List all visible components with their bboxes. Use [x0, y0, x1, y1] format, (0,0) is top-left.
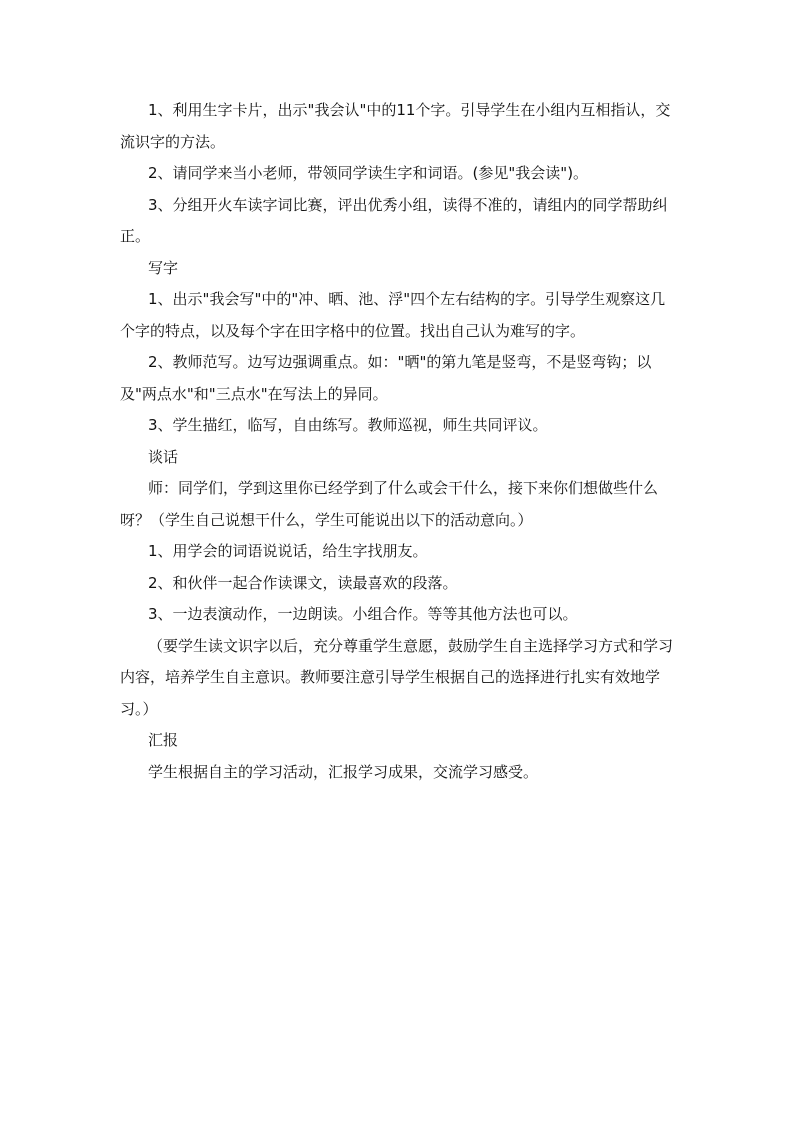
paragraph-activity-1: 1、用学会的词语说说话，给生字找朋友。: [148, 542, 428, 560]
section-heading-writing: 写字: [148, 258, 179, 277]
paragraph-show-characters: 1、出示"我会写"中的"冲、晒、池、浮"四个左右结构的字。引导学生观察这几个字的特点，以及每个字在田字格中的位置。找出自己认为难写的字。: [120, 290, 666, 340]
paragraph-student-practice: 3、学生描红，临写，自由练写。教师巡视，师生共同评议。: [148, 416, 548, 434]
document-body: [120, 95, 680, 788]
paragraph-teacher-question: 师：同学们，学到这里你已经学到了什么或会干什么，接下来你们想做些什么呀？（学生自己说想干什么，学生可能说出以下的活动意向。）: [120, 479, 659, 529]
paragraph-little-teacher: 2、请同学来当小老师，带领同学读生字和词语。(参见"我会读")。: [148, 164, 589, 182]
section-heading-talk: 谈话: [148, 447, 179, 466]
paragraph-activity-3: 3、一边表演动作，一边朗读。小组合作。等等其他方法也可以。: [148, 605, 578, 623]
paragraph-teacher-demo: 2、教师范写。边写边强调重点。如："晒"的第九笔是竖弯，不是竖弯钩；以及"两点水"和"三点水"在写法上的异同。: [120, 353, 652, 403]
paragraph-report: 学生根据自主的学习活动，汇报学习成果，交流学习感受。: [148, 762, 539, 781]
section-heading-report: 汇报: [148, 731, 179, 749]
paragraph-train-reading: 3、分组开火车读字词比赛，评出优秀小组，读得不准的，请组内的同学帮助纠正。: [120, 195, 668, 245]
paragraph-recognize-cards: 1、利用生字卡片，出示"我会认"中的11个字。引导学生在小组内互相指认，交流识字的方法。: [120, 101, 671, 151]
paragraph-activity-2: 2、和伙伴一起合作读课文，读最喜欢的段落。: [148, 573, 458, 592]
paragraph-note: （要学生读文识字以后，充分尊重学生意愿，鼓励学生自主选择学习方式和学习内容，培养学生自主意识。教师要注意引导学生根据自己的选择进行扎实有效地学习。）: [120, 636, 674, 718]
